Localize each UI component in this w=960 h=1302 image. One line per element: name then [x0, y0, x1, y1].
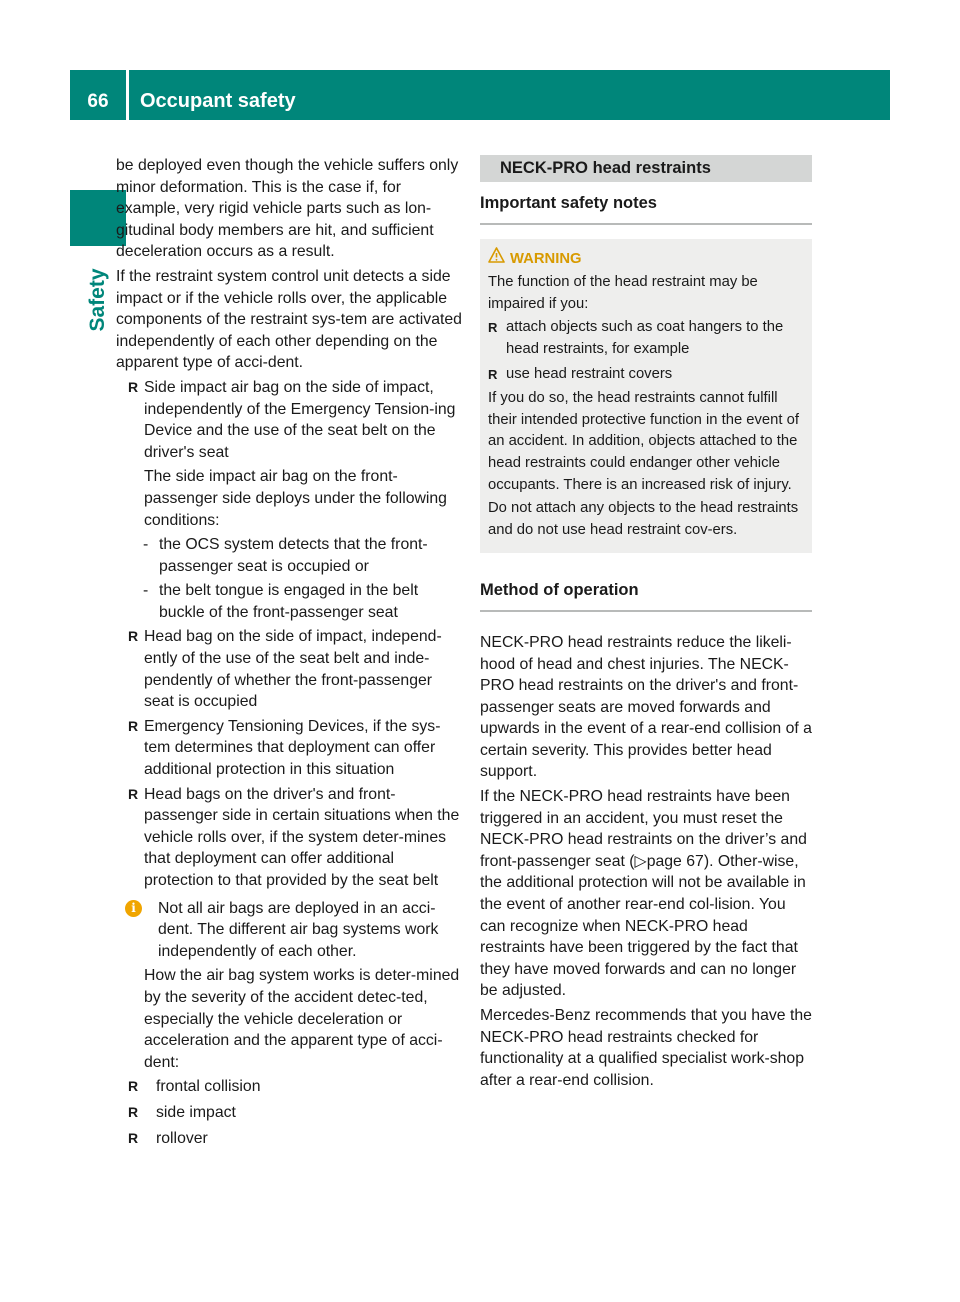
- bullet-icon: R: [128, 1078, 139, 1095]
- bullet-icon: R: [128, 717, 139, 734]
- method-body: [480, 632, 812, 1091]
- warning-title: WARNING: [488, 249, 804, 271]
- bullet-icon: R: [128, 378, 139, 395]
- page-number: 66: [87, 91, 109, 112]
- list-item: R Head bags on the driver's and front-passenger side in certain situations when the vehicle rolls over, if the system deter-mines that deployment can offer additional protection to that provided by the seat belt: [128, 785, 460, 889]
- list-item-note: The side impact air bag on the front-passenger side deploys under the following conditions:: [144, 468, 447, 529]
- paragraph: NECK-PRO head restraints reduce the likeli-hood of head and chest injuries. The NECK-PRO head restraints on the driver's and front-passenger seats are moved forwards and upwards in the event of a rear-end collision of a certain severity. This provides better head support.: [480, 633, 812, 781]
- left-column: [116, 155, 462, 1153]
- info-paragraph: How the air bag system works is deter-mined by the severity of the accident detec-ted, especially the vehicle deceleration or acceleration and the apparent type of acci-dent:: [144, 967, 460, 1071]
- list-item: R side impact: [116, 1102, 462, 1124]
- paragraph: If the restraint system control unit detects a side impact or if the vehicle rolls over, the applicable components of the restraint sys-tem are activated independently of each other depending on the apparent type of acci-dent.: [116, 267, 462, 372]
- bullet-icon: R: [128, 1129, 139, 1146]
- warning-box: [480, 239, 812, 554]
- warning-list-item: R use head restraint covers: [488, 364, 804, 386]
- dash-icon: -: [143, 582, 149, 600]
- warning-triangle-icon: [488, 247, 505, 263]
- warning-list-item: R attach objects such as coat hangers to the head restraints, for example: [488, 319, 784, 357]
- side-tab-label: Safety: [86, 268, 109, 332]
- list-item: R Emergency Tensioning Devices, if the sys-tem determines that deployment can offer additional protection in this situation: [128, 717, 441, 779]
- section-title: NECK-PRO head restraints: [480, 155, 812, 182]
- list-item: R Head bag on the side of impact, independ-ently of the use of the seat belt and inde-pendently of whether the front-passenger seat is occupied: [128, 628, 442, 711]
- paragraph: be deployed even though the vehicle suffers only minor deformation. This is the case if, for example, very rigid vehicle parts such as lon-gitudinal body members are hit, and sufficient deceleration occurs as a result.: [116, 157, 459, 261]
- bullet-icon: R: [488, 366, 498, 382]
- list-item: R rollover: [116, 1128, 462, 1150]
- list-item: R frontal collision: [116, 1076, 462, 1098]
- sub-list-item: - the belt tongue is engaged in the belt buckle of the front-passenger seat: [143, 582, 419, 621]
- dash-icon: -: [143, 536, 149, 554]
- paragraph: If the NECK-PRO head restraints have been triggered in an accident, you must reset the NECK-PRO head restraints on the driver’s and front-passenger seat (▷page 67). Other-wise, the additional protection will not be available in the event of another rear-end col-lision. You can recognize when NECK-PRO head restraints have been triggered by the fact that they have moved forwards and can no longer be adjusted.: [480, 788, 807, 1000]
- bullet-icon: R: [488, 320, 498, 336]
- header-divider: [126, 70, 129, 120]
- page-reference-link[interactable]: page 67: [646, 852, 704, 870]
- bullet-icon: R: [128, 1103, 139, 1120]
- bullet-icon: R: [128, 628, 139, 645]
- right-column: [480, 155, 812, 1094]
- info-icon: i: [125, 900, 142, 917]
- warning-text: The function of the head restraint may be impaired if you:: [488, 274, 758, 312]
- page-reference-arrow-icon: ▷: [634, 852, 647, 870]
- warning-text: Do not attach any objects to the head restraints and do not use head restraint cov-ers.: [488, 500, 799, 538]
- bullet-icon: R: [128, 785, 139, 802]
- subheading-safety-notes: Important safety notes: [480, 182, 812, 225]
- list-item: R Side impact air bag on the side of impact, independently of the Emergency Tension-ing Device and the use of the seat belt on the driver's seat: [128, 378, 456, 461]
- warning-text: If you do so, the head restraints cannot fulfill their intended protective function in the event of an accident. In addition, objects attached to the head restraints could endanger other vehicle occupants. There is an increased risk of injury.: [488, 390, 799, 493]
- paragraph: Mercedes-Benz recommends that you have the NECK-PRO head restraints checked for functionality at a qualified specialist work-shop after a rear-end collision.: [480, 1007, 812, 1089]
- info-note: i Not all air bags are deployed in an acci-dent. The different air bag systems work independently of each other.: [116, 898, 462, 963]
- subheading-method-of-operation: Method of operation: [480, 569, 812, 612]
- page-title: Occupant safety: [140, 90, 296, 112]
- sub-list-item: - the OCS system detects that the front-passenger seat is occupied or: [143, 536, 428, 575]
